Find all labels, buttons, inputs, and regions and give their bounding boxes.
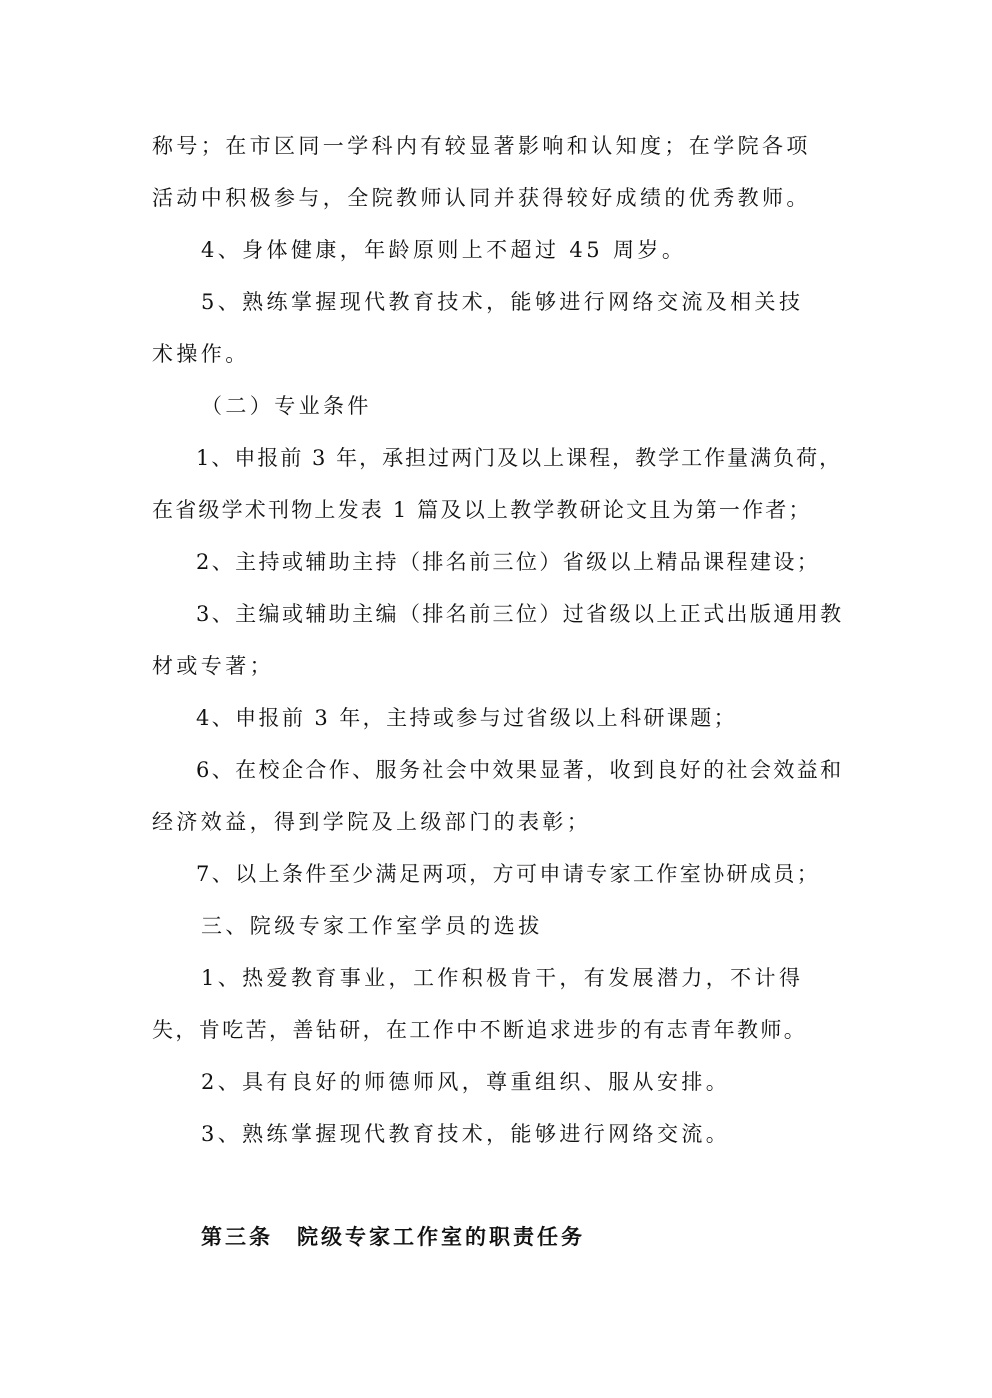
text-line-13: 6、在校企合作、服务社会中效果显著，收到良好的社会效益和 [196, 758, 844, 782]
text-line-17: 1、热爱教育事业，工作积极肯干，有发展潜力，不计得 [201, 966, 804, 990]
text-line-4: 5、熟练掌握现代教育技术，能够进行网络交流及相关技 [201, 290, 804, 314]
text-line-20: 3、熟练掌握现代教育技术，能够进行网络交流。 [201, 1122, 731, 1146]
text-line-2: 活动中积极参与，全院教师认同并获得较好成绩的优秀教师。 [152, 186, 811, 210]
text-line-14: 经济效益，得到学院及上级部门的表彰； [152, 810, 592, 834]
section-subheading: （二）专业条件 [201, 394, 372, 418]
text-line-11: 材或专著； [152, 654, 274, 678]
section-heading-three: 三、院级专家工作室学员的选拔 [201, 914, 543, 938]
text-line-3: 4、身体健康，年龄原则上不超过 45 周岁。 [201, 238, 687, 262]
text-line-10: 3、主编或辅助主编（排名前三位）过省级以上正式出版通用教 [196, 602, 844, 626]
text-line-15: 7、以上条件至少满足两项，方可申请专家工作室协研成员； [196, 862, 821, 886]
text-line-7: 1、申报前 3 年，承担过两门及以上课程，教学工作量满负荷， [196, 446, 843, 470]
article-heading: 第三条 院级专家工作室的职责任务 [201, 1224, 585, 1249]
text-line-9: 2、主持或辅助主持（排名前三位）省级以上精品课程建设； [196, 550, 821, 574]
text-line-19: 2、具有良好的师德师风，尊重组织、服从安排。 [201, 1070, 731, 1094]
text-line-1: 称号；在市区同一学科内有较显著影响和认知度；在学院各项 [152, 134, 811, 158]
text-line-5: 术操作。 [152, 342, 250, 366]
text-line-12: 4、申报前 3 年，主持或参与过省级以上科研课题； [196, 706, 738, 730]
text-line-8: 在省级学术刊物上发表 1 篇及以上教学教研论文且为第一作者； [152, 498, 812, 522]
text-line-18: 失，肯吃苦，善钻研，在工作中不断追求进步的有志青年教师。 [152, 1018, 808, 1042]
